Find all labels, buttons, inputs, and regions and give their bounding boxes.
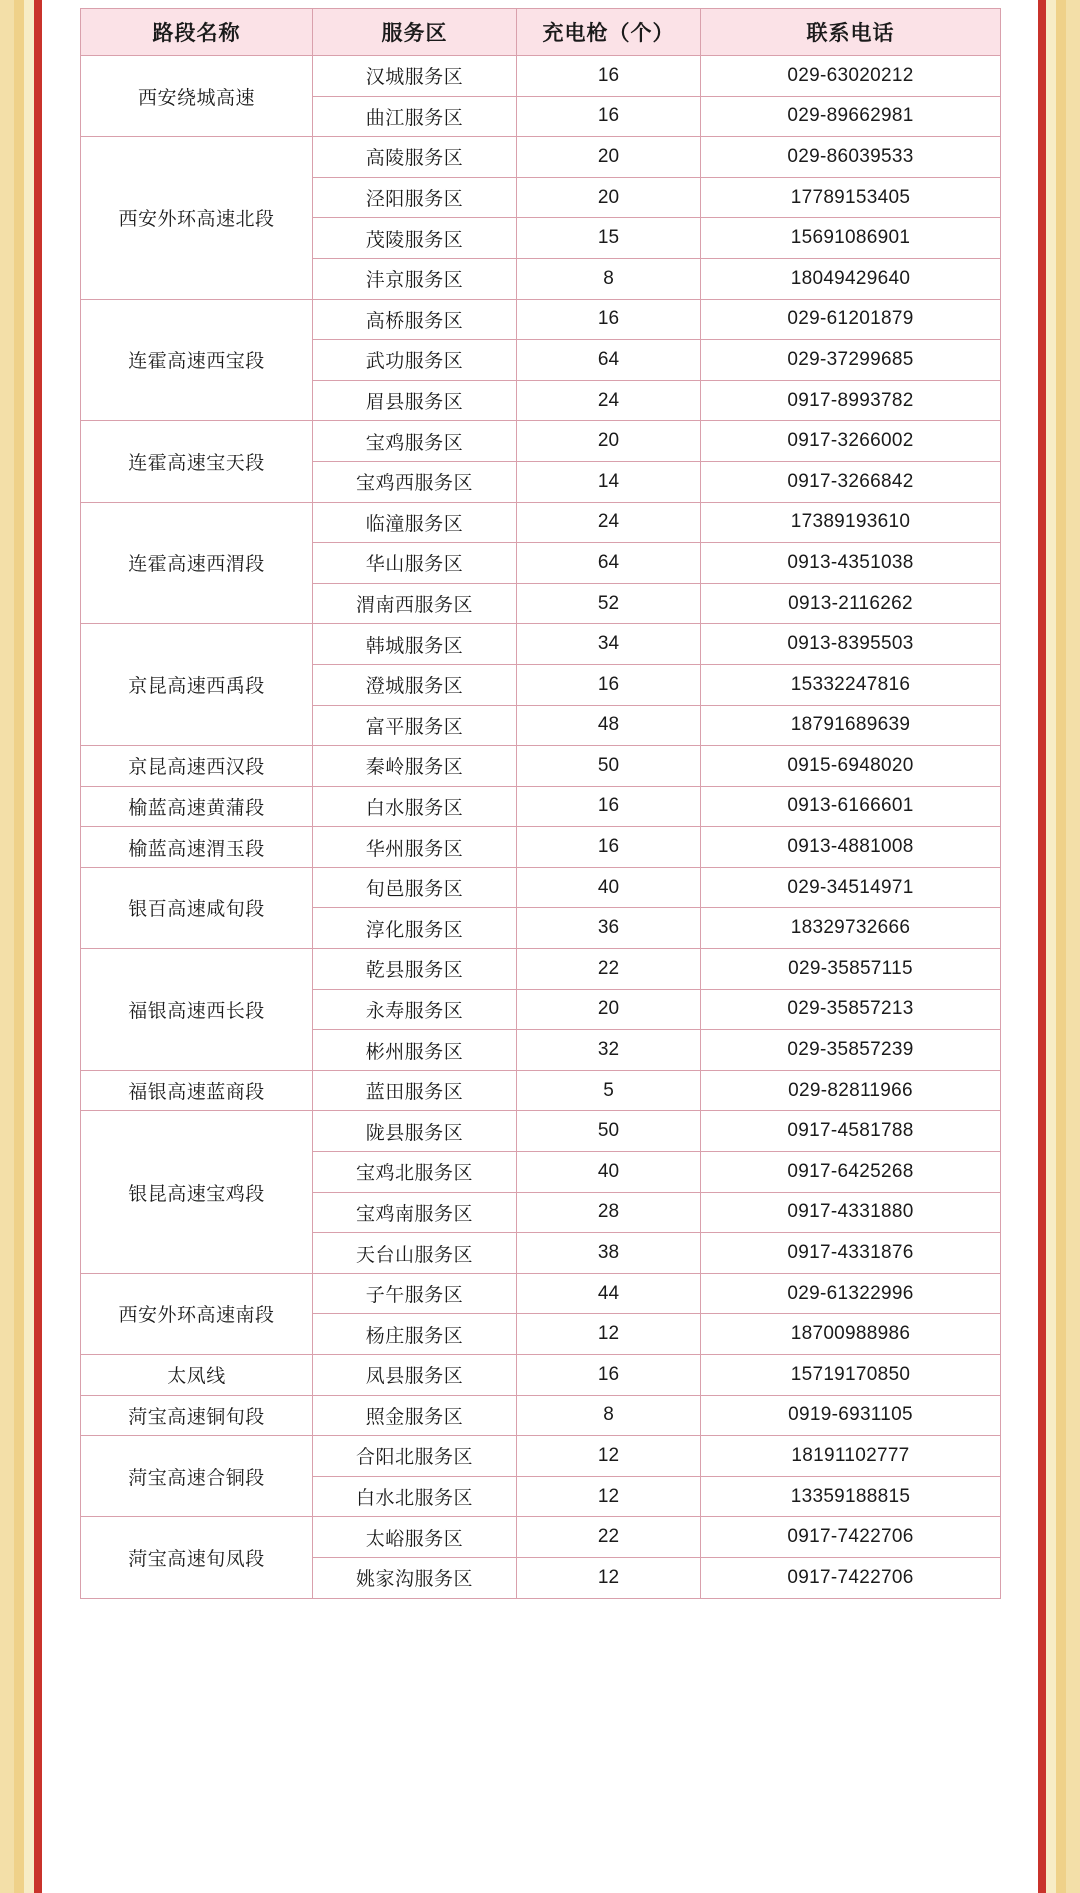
- cell-phone: 0913-4351038: [701, 543, 1001, 584]
- cell-service-area: 永寿服务区: [313, 989, 517, 1030]
- cell-service-area: 白水北服务区: [313, 1476, 517, 1517]
- cell-gun-count: 28: [517, 1192, 701, 1233]
- cell-service-area: 宝鸡南服务区: [313, 1192, 517, 1233]
- cell-phone: 0917-4331880: [701, 1192, 1001, 1233]
- cell-road-name: 福银高速西长段: [81, 949, 313, 1071]
- cell-service-area: 茂陵服务区: [313, 218, 517, 259]
- table-row: [81, 137, 1001, 178]
- cell-service-area: 照金服务区: [313, 1395, 517, 1436]
- cell-road-name: 连霍高速宝天段: [81, 421, 313, 502]
- table-header-row: [81, 9, 1001, 56]
- cell-gun-count: 16: [517, 1355, 701, 1396]
- cell-phone: 0913-6166601: [701, 786, 1001, 827]
- table-header: [81, 9, 1001, 56]
- table-row: [81, 827, 1001, 868]
- cell-service-area: 淳化服务区: [313, 908, 517, 949]
- cell-gun-count: 40: [517, 1152, 701, 1193]
- cell-gun-count: 32: [517, 1030, 701, 1071]
- cell-phone: 029-86039533: [701, 137, 1001, 178]
- cell-service-area: 白水服务区: [313, 786, 517, 827]
- table-row: [81, 1436, 1001, 1477]
- cell-road-name: 西安绕城高速: [81, 56, 313, 137]
- cell-service-area: 彬州服务区: [313, 1030, 517, 1071]
- cell-service-area: 蓝田服务区: [313, 1070, 517, 1111]
- table-row: [81, 867, 1001, 908]
- cell-service-area: 澄城服务区: [313, 664, 517, 705]
- cell-phone: 17389193610: [701, 502, 1001, 543]
- cell-service-area: 凤县服务区: [313, 1355, 517, 1396]
- cell-phone: 029-61322996: [701, 1273, 1001, 1314]
- cell-gun-count: 38: [517, 1233, 701, 1274]
- cell-phone: 029-82811966: [701, 1070, 1001, 1111]
- cell-service-area: 子午服务区: [313, 1273, 517, 1314]
- cell-gun-count: 20: [517, 421, 701, 462]
- charging-station-table: [80, 8, 1001, 1599]
- cell-phone: 0917-3266842: [701, 461, 1001, 502]
- cell-service-area: 泾阳服务区: [313, 177, 517, 218]
- cell-service-area: 陇县服务区: [313, 1111, 517, 1152]
- cell-phone: 029-63020212: [701, 56, 1001, 97]
- cell-road-name: 连霍高速西渭段: [81, 502, 313, 624]
- cell-road-name: 银昆高速宝鸡段: [81, 1111, 313, 1273]
- cell-service-area: 汉城服务区: [313, 56, 517, 97]
- cell-road-name: 福银高速蓝商段: [81, 1070, 313, 1111]
- cell-phone: 0917-7422706: [701, 1557, 1001, 1598]
- cell-service-area: 眉县服务区: [313, 380, 517, 421]
- cell-phone: 0913-4881008: [701, 827, 1001, 868]
- cell-service-area: 合阳北服务区: [313, 1436, 517, 1477]
- cell-phone: 0917-6425268: [701, 1152, 1001, 1193]
- table-row: [81, 421, 1001, 462]
- cell-service-area: 姚家沟服务区: [313, 1557, 517, 1598]
- cell-service-area: 杨庄服务区: [313, 1314, 517, 1355]
- cell-gun-count: 34: [517, 624, 701, 665]
- cell-phone: 18329732666: [701, 908, 1001, 949]
- cell-gun-count: 36: [517, 908, 701, 949]
- cell-phone: 029-37299685: [701, 340, 1001, 381]
- cell-phone: 0919-6931105: [701, 1395, 1001, 1436]
- table-row: [81, 1111, 1001, 1152]
- cell-service-area: 宝鸡服务区: [313, 421, 517, 462]
- cell-gun-count: 44: [517, 1273, 701, 1314]
- table-row: [81, 949, 1001, 990]
- cell-service-area: 宝鸡北服务区: [313, 1152, 517, 1193]
- column-header-road: 路段名称: [81, 9, 313, 56]
- cell-gun-count: 12: [517, 1557, 701, 1598]
- cell-road-name: 西安外环高速北段: [81, 137, 313, 299]
- cell-gun-count: 20: [517, 137, 701, 178]
- cell-phone: 029-61201879: [701, 299, 1001, 340]
- cell-gun-count: 24: [517, 380, 701, 421]
- cell-gun-count: 8: [517, 1395, 701, 1436]
- cell-service-area: 临潼服务区: [313, 502, 517, 543]
- cell-gun-count: 16: [517, 299, 701, 340]
- cell-service-area: 宝鸡西服务区: [313, 461, 517, 502]
- cell-road-name: 榆蓝高速渭玉段: [81, 827, 313, 868]
- cell-service-area: 旬邑服务区: [313, 867, 517, 908]
- cell-service-area: 秦岭服务区: [313, 746, 517, 787]
- cell-service-area: 韩城服务区: [313, 624, 517, 665]
- cell-service-area: 太峪服务区: [313, 1517, 517, 1558]
- table-body: [81, 56, 1001, 1599]
- table-row: [81, 786, 1001, 827]
- cell-gun-count: 40: [517, 867, 701, 908]
- table-row: [81, 299, 1001, 340]
- cell-service-area: 乾县服务区: [313, 949, 517, 990]
- cell-gun-count: 64: [517, 340, 701, 381]
- cell-phone: 17789153405: [701, 177, 1001, 218]
- cell-road-name: 连霍高速西宝段: [81, 299, 313, 421]
- cell-service-area: 天台山服务区: [313, 1233, 517, 1274]
- cell-gun-count: 15: [517, 218, 701, 259]
- cell-gun-count: 24: [517, 502, 701, 543]
- column-header-service-area: 服务区: [313, 9, 517, 56]
- cell-road-name: 菏宝高速合铜段: [81, 1436, 313, 1517]
- column-header-phone: 联系电话: [701, 9, 1001, 56]
- cell-road-name: 京昆高速西汉段: [81, 746, 313, 787]
- cell-gun-count: 22: [517, 1517, 701, 1558]
- cell-gun-count: 64: [517, 543, 701, 584]
- cell-gun-count: 50: [517, 1111, 701, 1152]
- cell-road-name: 榆蓝高速黄蒲段: [81, 786, 313, 827]
- table-row: [81, 1395, 1001, 1436]
- table-row: [81, 624, 1001, 665]
- charging-station-table-container: [80, 8, 1000, 1599]
- table-row: [81, 1273, 1001, 1314]
- cell-service-area: 富平服务区: [313, 705, 517, 746]
- cell-phone: 0917-7422706: [701, 1517, 1001, 1558]
- cell-gun-count: 16: [517, 786, 701, 827]
- cell-phone: 18191102777: [701, 1436, 1001, 1477]
- cell-service-area: 沣京服务区: [313, 258, 517, 299]
- table-row: [81, 502, 1001, 543]
- cell-gun-count: 12: [517, 1314, 701, 1355]
- cell-gun-count: 5: [517, 1070, 701, 1111]
- cell-phone: 15332247816: [701, 664, 1001, 705]
- cell-gun-count: 52: [517, 583, 701, 624]
- cell-phone: 0913-2116262: [701, 583, 1001, 624]
- cell-road-name: 菏宝高速铜旬段: [81, 1395, 313, 1436]
- cell-gun-count: 48: [517, 705, 701, 746]
- cell-phone: 18049429640: [701, 258, 1001, 299]
- cell-gun-count: 16: [517, 664, 701, 705]
- table-row: [81, 56, 1001, 97]
- cell-gun-count: 14: [517, 461, 701, 502]
- cell-gun-count: 16: [517, 827, 701, 868]
- cell-gun-count: 12: [517, 1436, 701, 1477]
- table-row: [81, 746, 1001, 787]
- cell-gun-count: 16: [517, 56, 701, 97]
- cell-road-name: 银百高速咸旬段: [81, 867, 313, 948]
- cell-gun-count: 50: [517, 746, 701, 787]
- table-row: [81, 1070, 1001, 1111]
- cell-road-name: 太凤线: [81, 1355, 313, 1396]
- cell-phone: 029-35857213: [701, 989, 1001, 1030]
- cell-road-name: 菏宝高速旬凤段: [81, 1517, 313, 1598]
- cell-gun-count: 22: [517, 949, 701, 990]
- cell-phone: 15691086901: [701, 218, 1001, 259]
- cell-phone: 0917-4581788: [701, 1111, 1001, 1152]
- cell-phone: 15719170850: [701, 1355, 1001, 1396]
- cell-phone: 0913-8395503: [701, 624, 1001, 665]
- cell-service-area: 华州服务区: [313, 827, 517, 868]
- cell-service-area: 渭南西服务区: [313, 583, 517, 624]
- cell-gun-count: 16: [517, 96, 701, 137]
- cell-service-area: 高桥服务区: [313, 299, 517, 340]
- cell-gun-count: 8: [517, 258, 701, 299]
- cell-phone: 029-35857115: [701, 949, 1001, 990]
- cell-road-name: 京昆高速西禹段: [81, 624, 313, 746]
- cell-phone: 029-34514971: [701, 867, 1001, 908]
- cell-phone: 0917-4331876: [701, 1233, 1001, 1274]
- cell-phone: 18700988986: [701, 1314, 1001, 1355]
- cell-service-area: 高陵服务区: [313, 137, 517, 178]
- cell-gun-count: 20: [517, 989, 701, 1030]
- cell-phone: 0917-8993782: [701, 380, 1001, 421]
- cell-road-name: 西安外环高速南段: [81, 1273, 313, 1354]
- table-row: [81, 1517, 1001, 1558]
- cell-service-area: 曲江服务区: [313, 96, 517, 137]
- table-row: [81, 1355, 1001, 1396]
- cell-phone: 029-89662981: [701, 96, 1001, 137]
- cell-gun-count: 12: [517, 1476, 701, 1517]
- cell-gun-count: 20: [517, 177, 701, 218]
- cell-phone: 029-35857239: [701, 1030, 1001, 1071]
- cell-service-area: 武功服务区: [313, 340, 517, 381]
- cell-phone: 13359188815: [701, 1476, 1001, 1517]
- cell-phone: 0917-3266002: [701, 421, 1001, 462]
- cell-service-area: 华山服务区: [313, 543, 517, 584]
- column-header-gun-count: 充电枪（个）: [517, 9, 701, 56]
- cell-phone: 18791689639: [701, 705, 1001, 746]
- cell-phone: 0915-6948020: [701, 746, 1001, 787]
